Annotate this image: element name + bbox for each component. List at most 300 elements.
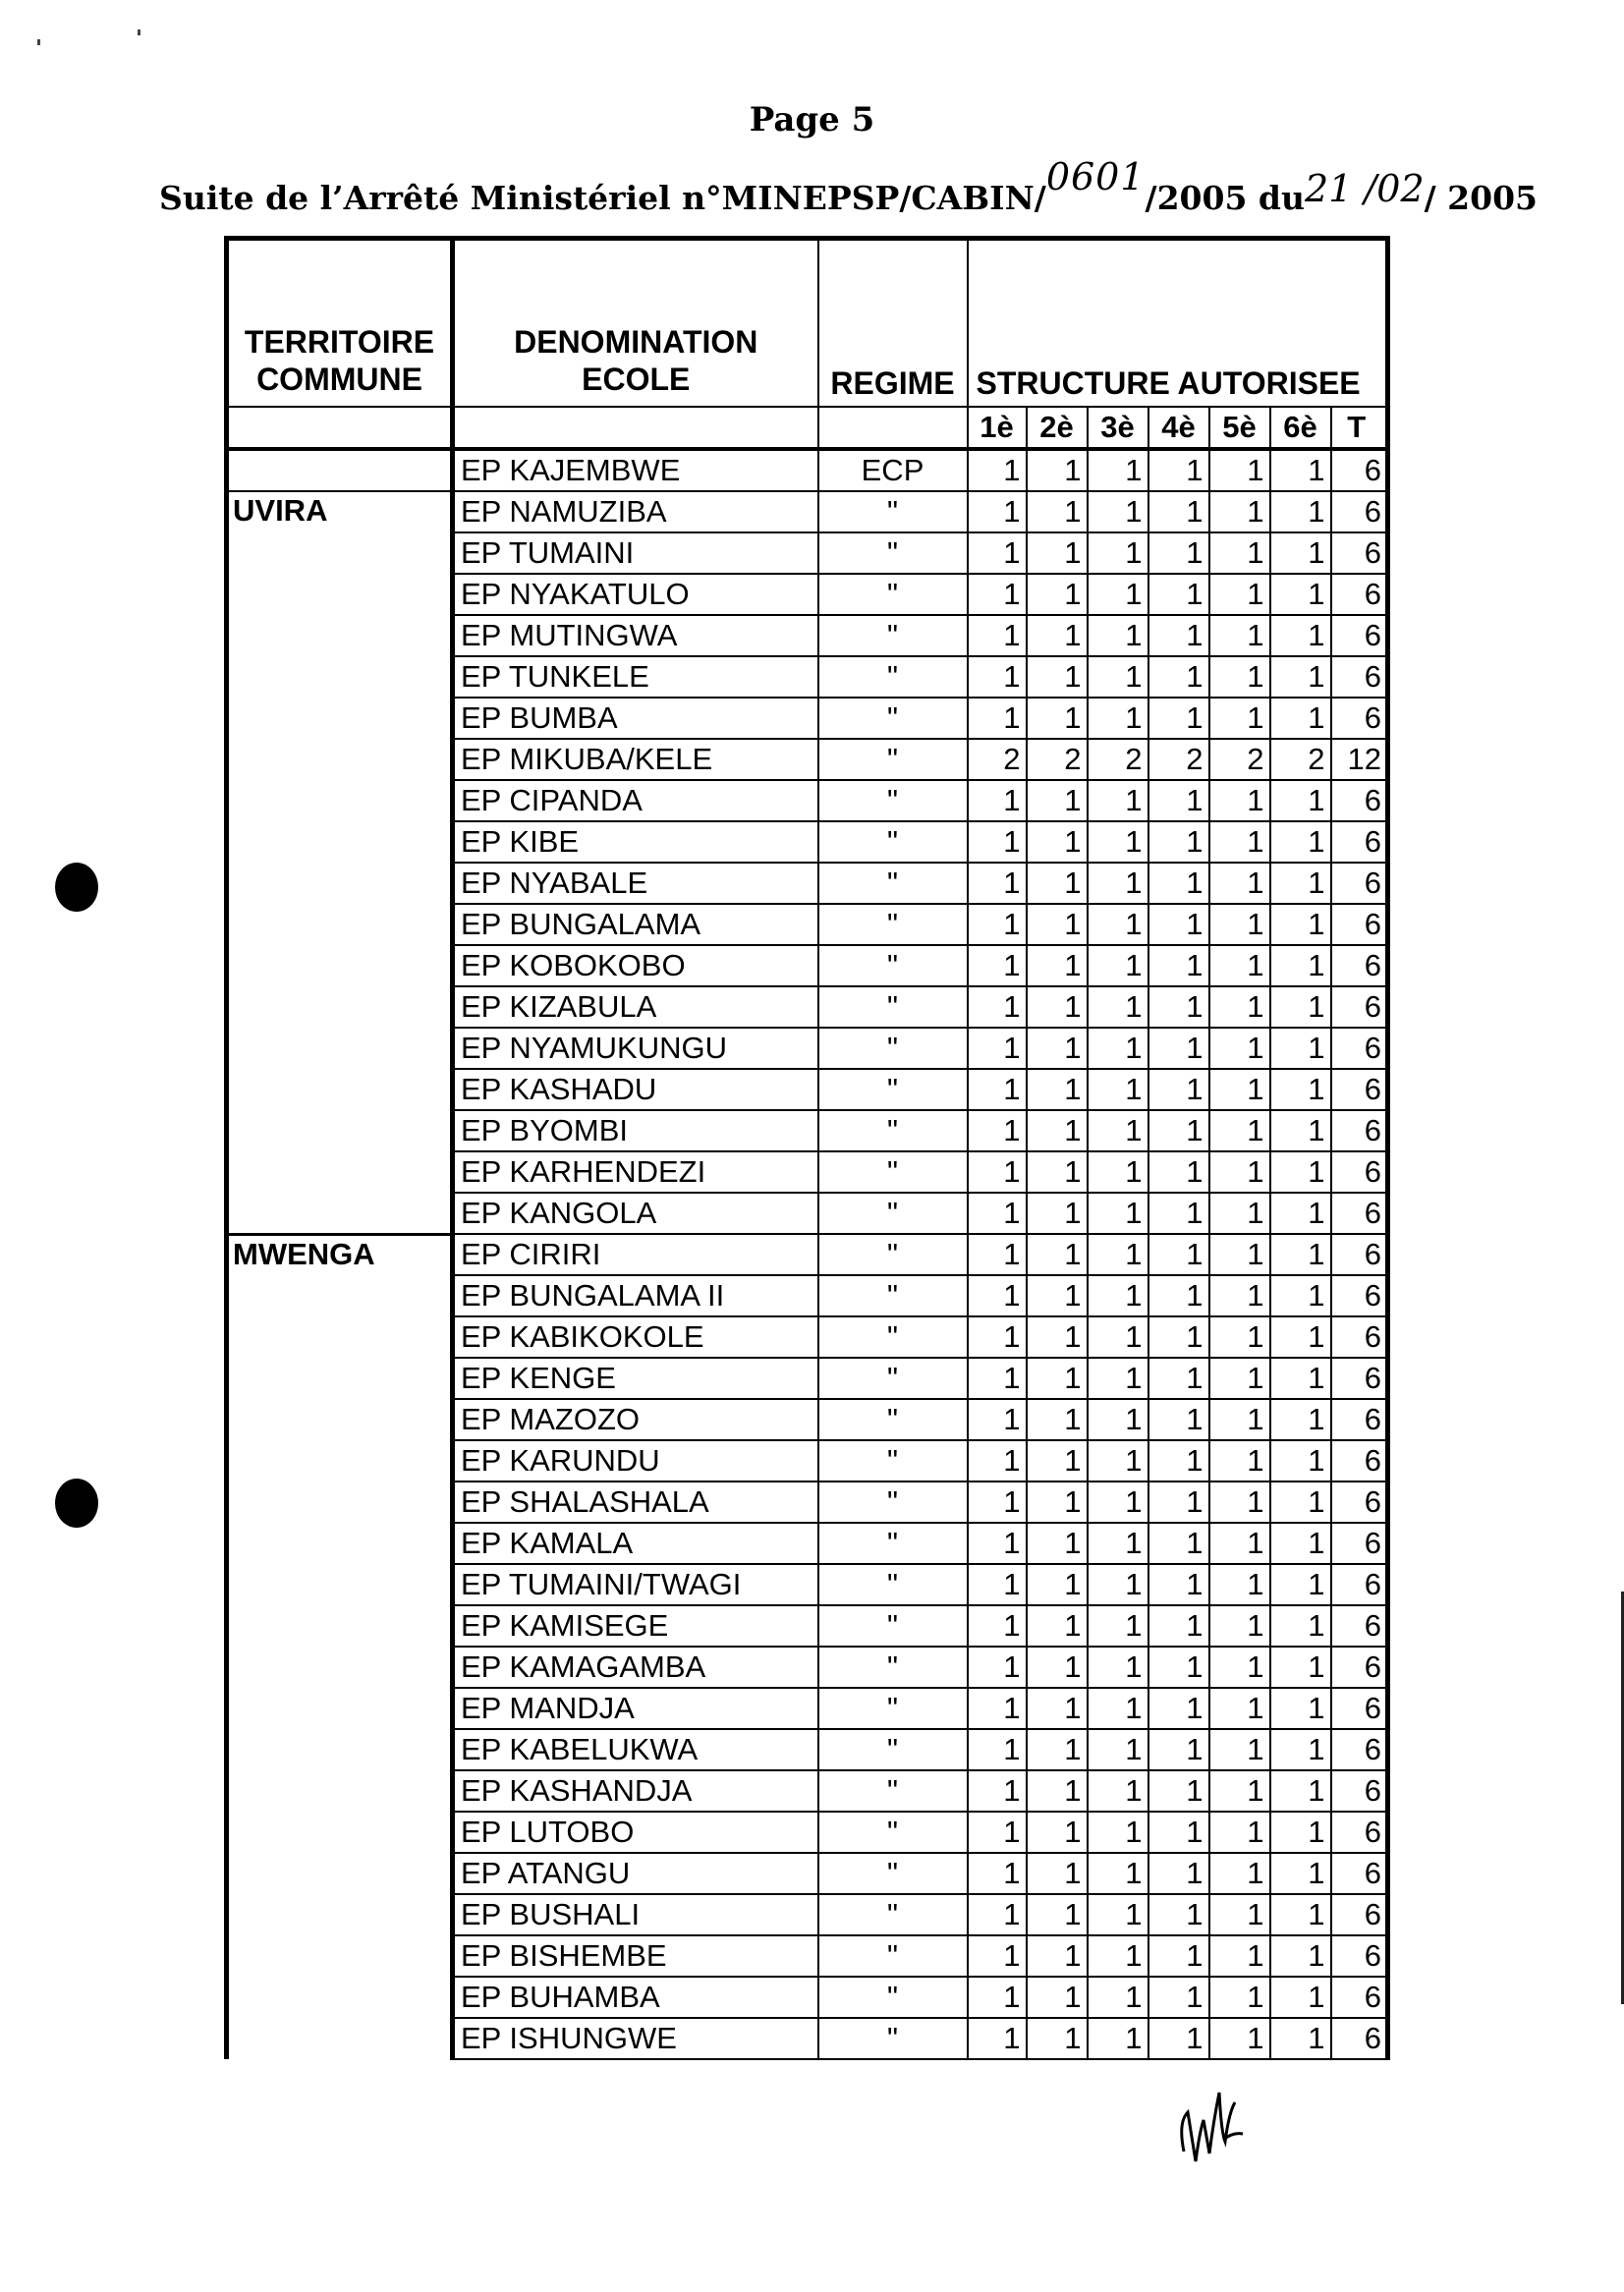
level-6e-cell: 1 — [1270, 1688, 1331, 1729]
table-row — [227, 1028, 1388, 1069]
total-cell: 6 — [1331, 1358, 1388, 1399]
school-name: EP CIPANDA — [453, 780, 818, 821]
level-4e-cell: 1 — [1148, 1523, 1209, 1564]
regime-cell: " — [818, 1729, 968, 1770]
territoire-cell — [227, 1028, 453, 1069]
table-row — [227, 698, 1388, 739]
school-name: EP MIKUBA/KELE — [453, 739, 818, 780]
regime-cell: " — [818, 1894, 968, 1935]
territoire-cell — [227, 986, 453, 1028]
level-3e-cell: 1 — [1088, 1069, 1148, 1110]
level-5e-cell: 1 — [1209, 1440, 1270, 1481]
table-row — [227, 1069, 1388, 1110]
territoire-cell — [227, 1069, 453, 1110]
level-4e-cell: 1 — [1148, 574, 1209, 615]
level-2e-cell: 1 — [1027, 698, 1088, 739]
total-cell: 6 — [1331, 1523, 1388, 1564]
level-1e-cell: 1 — [968, 986, 1027, 1028]
level-5e-cell: 2 — [1209, 739, 1270, 780]
level-1e-cell: 1 — [968, 1316, 1027, 1358]
table-row — [227, 945, 1388, 986]
school-name: EP BUHAMBA — [453, 1977, 818, 2018]
level-5e-cell: 1 — [1209, 780, 1270, 821]
total-cell: 6 — [1331, 1028, 1388, 1069]
level-1e-cell: 1 — [968, 1481, 1027, 1523]
level-3e: 3è — [1088, 407, 1148, 449]
level-4e-cell: 1 — [1148, 1647, 1209, 1688]
regime-cell: " — [818, 1977, 968, 2018]
school-name: EP CIRIRI — [453, 1234, 818, 1275]
territoire-cell — [227, 1729, 453, 1770]
school-name: EP NYAKATULO — [453, 574, 818, 615]
handwritten-initials — [1174, 2083, 1262, 2181]
regime-cell: " — [818, 1935, 968, 1977]
level-3e-cell: 1 — [1088, 615, 1148, 656]
table-row — [227, 1358, 1388, 1399]
level-5e-cell: 1 — [1209, 945, 1270, 986]
level-4e-cell: 1 — [1148, 904, 1209, 945]
level-3e-cell: 1 — [1088, 1440, 1148, 1481]
level-5e-cell: 1 — [1209, 863, 1270, 904]
header-blank — [227, 407, 453, 449]
school-name: EP KIZABULA — [453, 986, 818, 1028]
level-3e-cell: 1 — [1088, 821, 1148, 863]
level-1e-cell: 1 — [968, 1977, 1027, 2018]
territoire-cell — [227, 1523, 453, 1564]
level-5e-cell: 1 — [1209, 1481, 1270, 1523]
level-6e-cell: 1 — [1270, 491, 1331, 532]
level-4e-cell: 1 — [1148, 1729, 1209, 1770]
territoire-cell — [227, 863, 453, 904]
regime-cell: " — [818, 1316, 968, 1358]
level-6e-cell: 1 — [1270, 863, 1331, 904]
school-name: EP NYABALE — [453, 863, 818, 904]
level-2e-cell: 1 — [1027, 1399, 1088, 1440]
school-name: EP KAMAGAMBA — [453, 1647, 818, 1688]
table-row — [227, 1812, 1388, 1853]
territoire-cell — [227, 1977, 453, 2018]
level-2e-cell: 1 — [1027, 1564, 1088, 1605]
level-2e: 2è — [1027, 407, 1088, 449]
heading-year: /2005 du — [1145, 179, 1306, 217]
total-cell: 6 — [1331, 2018, 1388, 2059]
territoire-cell — [227, 1358, 453, 1399]
level-2e-cell: 1 — [1027, 821, 1088, 863]
regime-cell: " — [818, 1193, 968, 1234]
scan-speck — [37, 39, 40, 45]
regime-cell: " — [818, 656, 968, 698]
regime-cell: " — [818, 1399, 968, 1440]
level-1e-cell: 1 — [968, 863, 1027, 904]
level-3e-cell: 1 — [1088, 698, 1148, 739]
heading-end: / 2005 — [1424, 179, 1539, 217]
table-row — [227, 1605, 1388, 1647]
level-1e-cell: 1 — [968, 1234, 1027, 1275]
school-name: EP KASHADU — [453, 1069, 818, 1110]
level-6e-cell: 1 — [1270, 1812, 1331, 1853]
level-2e-cell: 1 — [1027, 780, 1088, 821]
level-5e-cell: 1 — [1209, 449, 1270, 491]
total-cell: 6 — [1331, 1935, 1388, 1977]
level-5e-cell: 1 — [1209, 1564, 1270, 1605]
level-1e-cell: 1 — [968, 532, 1027, 574]
level-4e-cell: 1 — [1148, 986, 1209, 1028]
school-name: EP KASHANDJA — [453, 1770, 818, 1812]
level-3e-cell: 1 — [1088, 1605, 1148, 1647]
level-1e: 1è — [968, 407, 1027, 449]
level-3e-cell: 1 — [1088, 1977, 1148, 2018]
level-5e-cell: 1 — [1209, 1069, 1270, 1110]
regime-cell: " — [818, 1069, 968, 1110]
level-2e-cell: 1 — [1027, 1110, 1088, 1151]
level-6e-cell: 1 — [1270, 821, 1331, 863]
level-6e-cell: 1 — [1270, 532, 1331, 574]
territoire-cell — [227, 449, 453, 491]
school-name: EP KAJEMBWE — [453, 449, 818, 491]
level-6e-cell: 1 — [1270, 1853, 1331, 1894]
level-5e-cell: 1 — [1209, 1234, 1270, 1275]
level-1e-cell: 1 — [968, 449, 1027, 491]
level-1e-cell: 1 — [968, 1935, 1027, 1977]
school-name: EP BUNGALAMA II — [453, 1275, 818, 1316]
level-5e-cell: 1 — [1209, 1977, 1270, 2018]
level-1e-cell: 1 — [968, 1110, 1027, 1151]
regime-cell: " — [818, 863, 968, 904]
level-3e-cell: 1 — [1088, 1151, 1148, 1193]
level-6e-cell: 1 — [1270, 449, 1331, 491]
regime-cell: " — [818, 1275, 968, 1316]
territoire-cell — [227, 1812, 453, 1853]
level-4e-cell: 1 — [1148, 1481, 1209, 1523]
level-3e-cell: 2 — [1088, 739, 1148, 780]
level-3e-cell: 1 — [1088, 1853, 1148, 1894]
level-3e-cell: 1 — [1088, 1523, 1148, 1564]
table-row — [227, 863, 1388, 904]
level-2e-cell: 1 — [1027, 1193, 1088, 1234]
level-2e-cell: 1 — [1027, 945, 1088, 986]
school-name: EP KANGOLA — [453, 1193, 818, 1234]
level-6e-cell: 1 — [1270, 1729, 1331, 1770]
school-name: EP MAZOZO — [453, 1399, 818, 1440]
level-4e-cell: 1 — [1148, 532, 1209, 574]
level-1e-cell: 1 — [968, 1358, 1027, 1399]
territoire-cell: MWENGA — [227, 1234, 453, 1275]
total-cell: 6 — [1331, 945, 1388, 986]
total-cell: 12 — [1331, 739, 1388, 780]
regime-cell: " — [818, 780, 968, 821]
handwritten-month: 02 — [1376, 167, 1425, 210]
heading-prefix: Suite de l’Arrêté Ministériel n°MINEPSP/CABIN/ — [159, 179, 1046, 217]
level-6e-cell: 1 — [1270, 904, 1331, 945]
territoire-cell — [227, 698, 453, 739]
total-cell: 6 — [1331, 1729, 1388, 1770]
table-row — [227, 904, 1388, 945]
territoire-cell — [227, 1151, 453, 1193]
level-4e: 4è — [1148, 407, 1209, 449]
total-cell: 6 — [1331, 1316, 1388, 1358]
level-5e-cell: 1 — [1209, 532, 1270, 574]
level-3e-cell: 1 — [1088, 904, 1148, 945]
regime-cell: " — [818, 1358, 968, 1399]
regime-cell: " — [818, 1234, 968, 1275]
level-3e-cell: 1 — [1088, 1275, 1148, 1316]
level-2e-cell: 1 — [1027, 1688, 1088, 1729]
level-5e: 5è — [1209, 407, 1270, 449]
regime-cell: " — [818, 904, 968, 945]
regime-cell: " — [818, 1688, 968, 1729]
level-5e-cell: 1 — [1209, 1151, 1270, 1193]
table-row — [227, 739, 1388, 780]
level-5e-cell: 1 — [1209, 615, 1270, 656]
table-row — [227, 532, 1388, 574]
territoire-cell — [227, 1564, 453, 1605]
level-4e-cell: 1 — [1148, 1399, 1209, 1440]
level-4e-cell: 1 — [1148, 821, 1209, 863]
level-4e-cell: 1 — [1148, 2018, 1209, 2059]
total-cell: 6 — [1331, 780, 1388, 821]
total-cell: 6 — [1331, 1605, 1388, 1647]
territoire-cell — [227, 1316, 453, 1358]
level-4e-cell: 1 — [1148, 1812, 1209, 1853]
level-4e-cell: 1 — [1148, 449, 1209, 491]
level-4e-cell: 1 — [1148, 1935, 1209, 1977]
level-4e-cell: 1 — [1148, 1977, 1209, 2018]
level-1e-cell: 1 — [968, 1028, 1027, 1069]
table-row — [227, 1729, 1388, 1770]
level-6e-cell: 1 — [1270, 2018, 1331, 2059]
level-2e-cell: 1 — [1027, 1729, 1088, 1770]
level-6e-cell: 1 — [1270, 1481, 1331, 1523]
level-4e-cell: 1 — [1148, 1440, 1209, 1481]
level-1e-cell: 1 — [968, 1729, 1027, 1770]
total-cell: 6 — [1331, 821, 1388, 863]
level-1e-cell: 1 — [968, 491, 1027, 532]
level-6e-cell: 1 — [1270, 1440, 1331, 1481]
level-4e-cell: 1 — [1148, 698, 1209, 739]
level-2e-cell: 1 — [1027, 1977, 1088, 2018]
level-4e-cell: 1 — [1148, 1688, 1209, 1729]
territoire-cell — [227, 1440, 453, 1481]
level-2e-cell: 1 — [1027, 904, 1088, 945]
level-2e-cell: 1 — [1027, 863, 1088, 904]
school-name: EP ATANGU — [453, 1853, 818, 1894]
scan-speck — [138, 29, 140, 35]
handwritten-decree-number: 0601 — [1045, 155, 1146, 198]
regime-cell: " — [818, 2018, 968, 2059]
table-row — [227, 1399, 1388, 1440]
regime-cell: " — [818, 1647, 968, 1688]
level-1e-cell: 1 — [968, 1605, 1027, 1647]
regime-cell: " — [818, 1605, 968, 1647]
level-1e-cell: 1 — [968, 904, 1027, 945]
punch-hole-icon — [55, 1479, 98, 1528]
territoire-cell — [227, 1399, 453, 1440]
level-5e-cell: 1 — [1209, 986, 1270, 1028]
level-1e-cell: 2 — [968, 739, 1027, 780]
level-6e-cell: 1 — [1270, 1894, 1331, 1935]
table-row — [227, 1193, 1388, 1234]
level-5e-cell: 1 — [1209, 1605, 1270, 1647]
regime-cell: " — [818, 1481, 968, 1523]
territoire-cell — [227, 615, 453, 656]
level-1e-cell: 1 — [968, 1770, 1027, 1812]
school-name: EP SHALASHALA — [453, 1481, 818, 1523]
table-row — [227, 1440, 1388, 1481]
level-3e-cell: 1 — [1088, 1564, 1148, 1605]
level-5e-cell: 1 — [1209, 1193, 1270, 1234]
table-row — [227, 656, 1388, 698]
table-row — [227, 1564, 1388, 1605]
level-2e-cell: 2 — [1027, 739, 1088, 780]
level-6e-cell: 1 — [1270, 986, 1331, 1028]
level-3e-cell: 1 — [1088, 1729, 1148, 1770]
level-1e-cell: 1 — [968, 615, 1027, 656]
level-1e-cell: 1 — [968, 1688, 1027, 1729]
total-cell: 6 — [1331, 1812, 1388, 1853]
header-blank — [453, 407, 818, 449]
territoire-cell — [227, 780, 453, 821]
total-cell: 6 — [1331, 1481, 1388, 1523]
regime-cell: " — [818, 1853, 968, 1894]
regime-cell: " — [818, 1110, 968, 1151]
level-2e-cell: 1 — [1027, 1440, 1088, 1481]
regime-cell: " — [818, 491, 968, 532]
level-6e-cell: 1 — [1270, 1647, 1331, 1688]
level-6e-cell: 1 — [1270, 1564, 1331, 1605]
level-2e-cell: 1 — [1027, 574, 1088, 615]
level-3e-cell: 1 — [1088, 1358, 1148, 1399]
territoire-cell: UVIRA — [227, 491, 453, 532]
table-row — [227, 986, 1388, 1028]
total-cell: 6 — [1331, 1193, 1388, 1234]
level-6e-cell: 1 — [1270, 1316, 1331, 1358]
total-cell: 6 — [1331, 1151, 1388, 1193]
regime-cell: " — [818, 1028, 968, 1069]
territoire-cell — [227, 1193, 453, 1234]
level-3e-cell: 1 — [1088, 945, 1148, 986]
level-5e-cell: 1 — [1209, 1110, 1270, 1151]
level-6e-cell: 1 — [1270, 1110, 1331, 1151]
school-name: EP MANDJA — [453, 1688, 818, 1729]
school-name: EP KAMISEGE — [453, 1605, 818, 1647]
level-6e-cell: 1 — [1270, 1358, 1331, 1399]
level-3e-cell: 1 — [1088, 1894, 1148, 1935]
level-6e-cell: 1 — [1270, 1234, 1331, 1275]
level-5e-cell: 1 — [1209, 2018, 1270, 2059]
territoire-cell — [227, 1688, 453, 1729]
level-2e-cell: 1 — [1027, 1605, 1088, 1647]
total-cell: 6 — [1331, 1853, 1388, 1894]
level-5e-cell: 1 — [1209, 1935, 1270, 1977]
level-2e-cell: 1 — [1027, 491, 1088, 532]
regime-cell: " — [818, 1151, 968, 1193]
level-6e-cell: 1 — [1270, 698, 1331, 739]
level-4e-cell: 1 — [1148, 1028, 1209, 1069]
level-2e-cell: 1 — [1027, 656, 1088, 698]
level-6e-cell: 1 — [1270, 1605, 1331, 1647]
table-row — [227, 491, 1388, 532]
school-name: EP BYOMBI — [453, 1110, 818, 1151]
level-2e-cell: 1 — [1027, 1358, 1088, 1399]
level-3e-cell: 1 — [1088, 863, 1148, 904]
level-2e-cell: 1 — [1027, 1853, 1088, 1894]
level-1e-cell: 1 — [968, 2018, 1027, 2059]
level-2e-cell: 1 — [1027, 986, 1088, 1028]
level-5e-cell: 1 — [1209, 1316, 1270, 1358]
level-6e-cell: 1 — [1270, 1028, 1331, 1069]
level-5e-cell: 1 — [1209, 656, 1270, 698]
level-2e-cell: 1 — [1027, 1812, 1088, 1853]
table-row — [227, 1770, 1388, 1812]
regime-cell: " — [818, 739, 968, 780]
total-cell: 6 — [1331, 1399, 1388, 1440]
level-1e-cell: 1 — [968, 1564, 1027, 1605]
regime-cell: " — [818, 1564, 968, 1605]
level-6e-cell: 1 — [1270, 1977, 1331, 2018]
level-6e-cell: 1 — [1270, 780, 1331, 821]
school-name: EP KOBOKOBO — [453, 945, 818, 986]
level-4e-cell: 1 — [1148, 1069, 1209, 1110]
total-cell: 6 — [1331, 1110, 1388, 1151]
level-2e-cell: 1 — [1027, 615, 1088, 656]
school-name: EP BISHEMBE — [453, 1935, 818, 1977]
territoire-cell — [227, 574, 453, 615]
punch-hole-icon — [55, 863, 98, 912]
total-cell: 6 — [1331, 1275, 1388, 1316]
level-4e-cell: 1 — [1148, 1193, 1209, 1234]
school-name: EP KIBE — [453, 821, 818, 863]
level-3e-cell: 1 — [1088, 780, 1148, 821]
level-3e-cell: 1 — [1088, 1110, 1148, 1151]
level-4e-cell: 1 — [1148, 615, 1209, 656]
level-4e-cell: 1 — [1148, 780, 1209, 821]
level-total: T — [1331, 407, 1388, 449]
level-3e-cell: 1 — [1088, 1647, 1148, 1688]
level-2e-cell: 1 — [1027, 1770, 1088, 1812]
level-6e-cell: 1 — [1270, 945, 1331, 986]
level-1e-cell: 1 — [968, 1151, 1027, 1193]
level-2e-cell: 1 — [1027, 2018, 1088, 2059]
total-cell: 6 — [1331, 1894, 1388, 1935]
level-1e-cell: 1 — [968, 945, 1027, 986]
level-2e-cell: 1 — [1027, 1028, 1088, 1069]
regime-cell: " — [818, 945, 968, 986]
territoire-cell — [227, 532, 453, 574]
territoire-cell — [227, 1647, 453, 1688]
total-cell: 6 — [1331, 1069, 1388, 1110]
level-5e-cell: 1 — [1209, 1812, 1270, 1853]
table-row — [227, 1110, 1388, 1151]
header-denomination: DENOMINATION ECOLE — [453, 239, 818, 408]
level-4e-cell: 1 — [1148, 1605, 1209, 1647]
total-cell: 6 — [1331, 449, 1388, 491]
level-6e-cell: 2 — [1270, 739, 1331, 780]
level-1e-cell: 1 — [968, 656, 1027, 698]
level-6e: 6è — [1270, 407, 1331, 449]
total-cell: 6 — [1331, 574, 1388, 615]
level-3e-cell: 1 — [1088, 1770, 1148, 1812]
school-name: EP NYAMUKUNGU — [453, 1028, 818, 1069]
level-5e-cell: 1 — [1209, 1358, 1270, 1399]
level-4e-cell: 1 — [1148, 945, 1209, 986]
regime-cell: " — [818, 532, 968, 574]
level-3e-cell: 1 — [1088, 1399, 1148, 1440]
table-row — [227, 821, 1388, 863]
level-1e-cell: 1 — [968, 574, 1027, 615]
level-4e-cell: 1 — [1148, 1358, 1209, 1399]
level-4e-cell: 1 — [1148, 1316, 1209, 1358]
table-row — [227, 1647, 1388, 1688]
